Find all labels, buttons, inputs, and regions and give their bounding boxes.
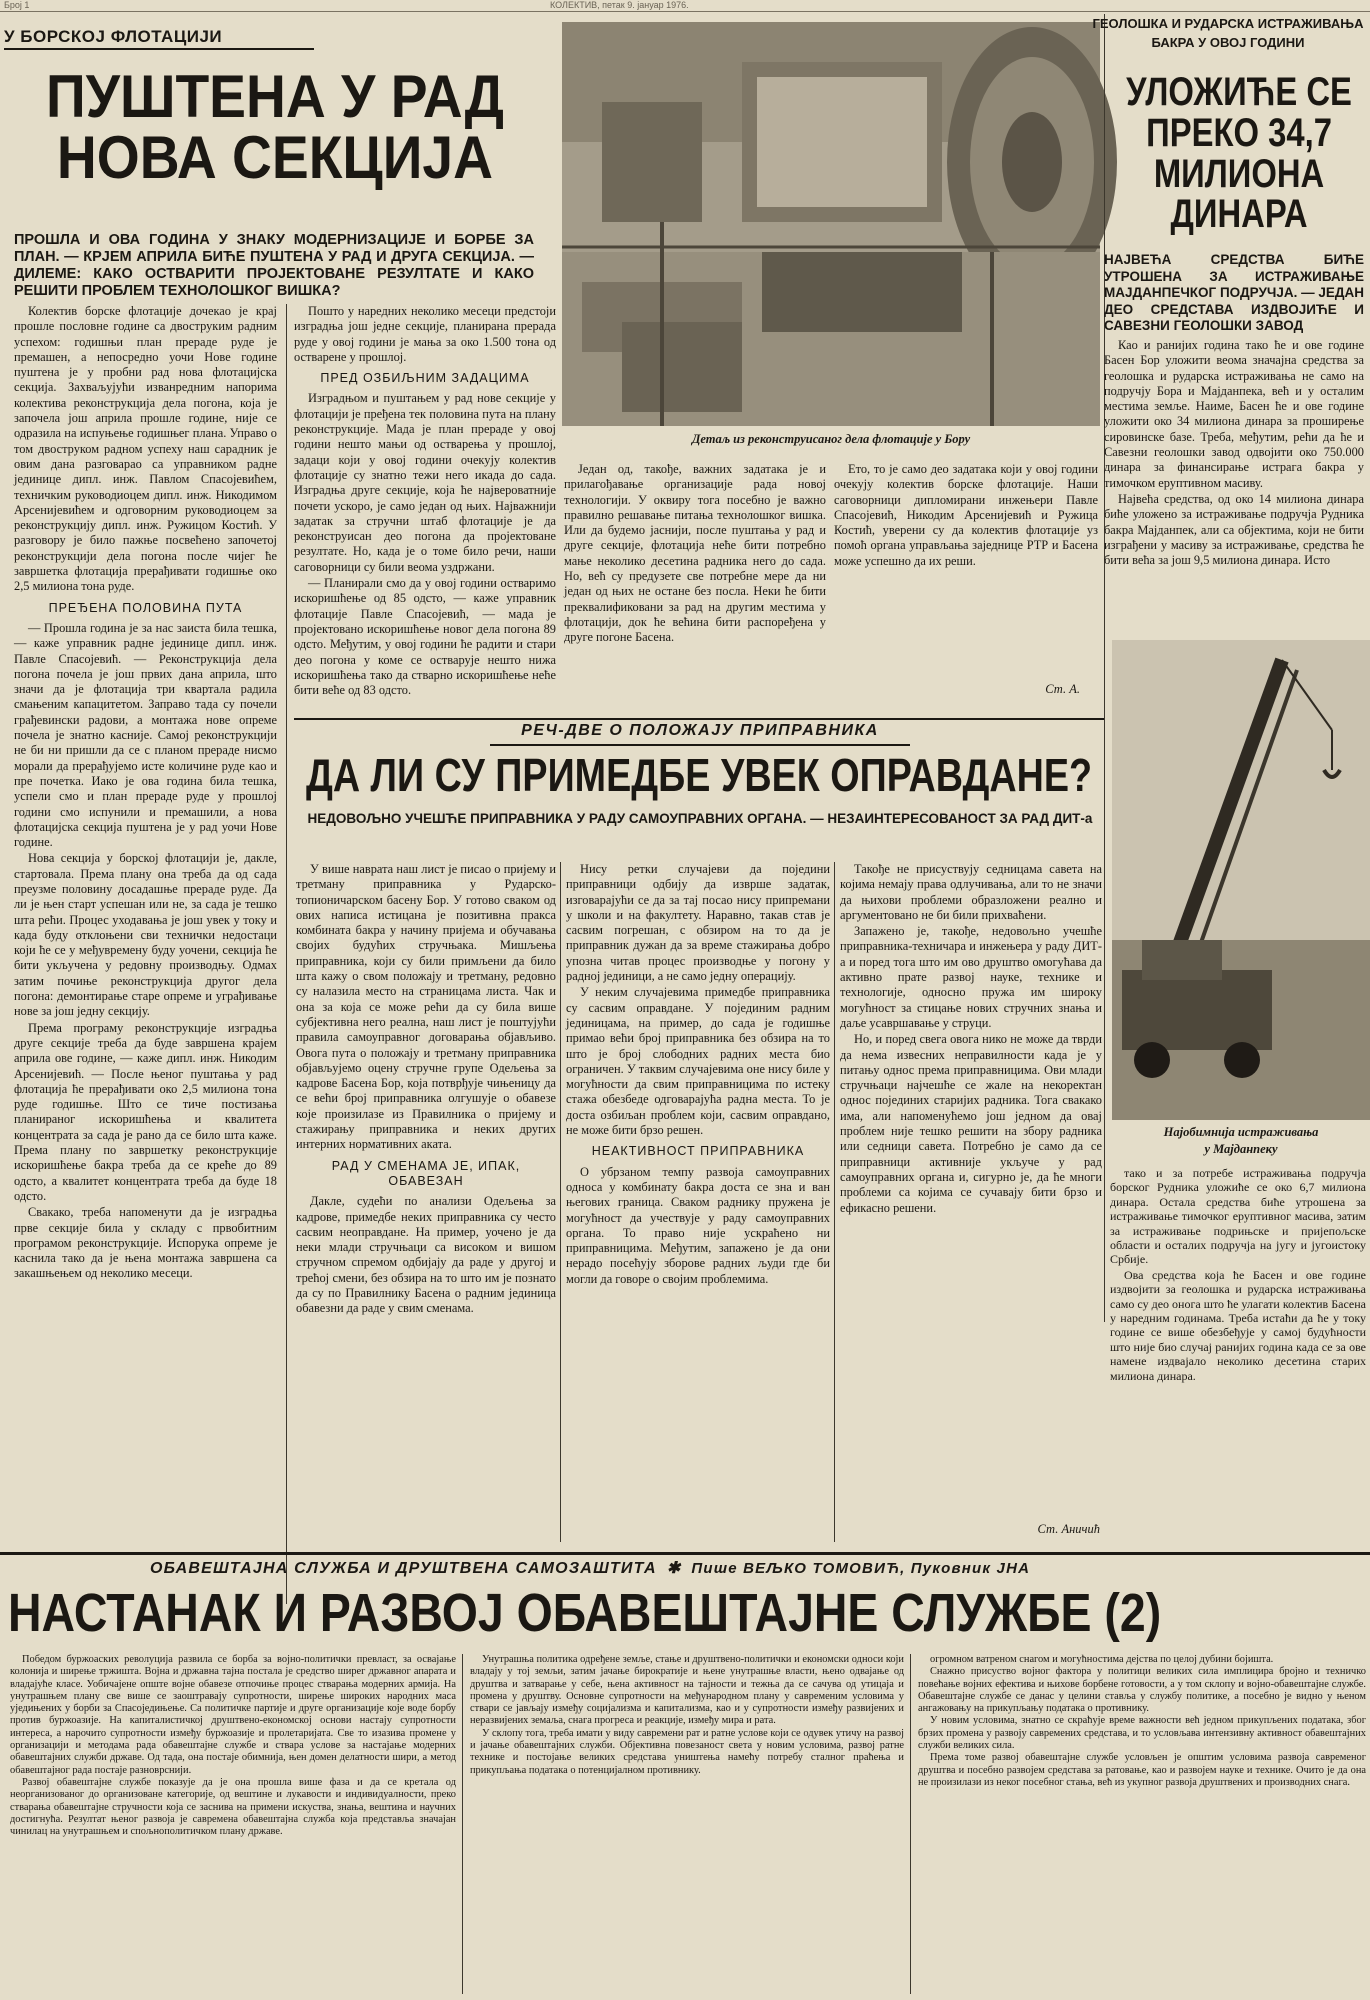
column-rule xyxy=(286,304,287,1604)
bottom-story-column-1 xyxy=(10,1654,456,1994)
crane-image xyxy=(1112,640,1370,1120)
bottom-story-band xyxy=(150,1558,1350,1584)
right-headline-line-1: УЛОЖИЋЕ СЕ xyxy=(1126,70,1352,114)
paragraph: — Прошла година је за нас заиста била тешка, — каже управник радне јединице дипл. инж. Павле Спасојевић. — Реконструкција дела погона почела је још првих дана априла, што значи да је флотација три квартала радила смањеним капацитетом. Заправо тада су почели грађевински радови, а монтажа нове опреме почела је знатно касније. Самој реконструкцији не би ни пришли да се с планом прераде нисмо морали да прерађујемо исте количине руде као и пре почетка. Иако је ова година била тешка, успели смо и план прераде руде у прошлој години смо испунили и премашили, а нова флотацијска секција пуштена је у рад уочи Нове године. xyxy=(14,620,277,850)
left-story-headline xyxy=(10,63,540,226)
middle-story-kicker: РЕЧ-ДВЕ О ПОЛОЖАЈУ ПРИПРАВНИКА xyxy=(490,722,910,746)
column-rule xyxy=(560,862,561,1542)
middle-story-column-2 xyxy=(566,862,830,1542)
right-story-body-1 xyxy=(1104,338,1364,632)
separator: ✱ xyxy=(666,1560,682,1577)
paragraph: Победом буржоаских револуција развила се борба за војно-политички превласт, за освајање колонија и ширење тржишта. Војна и државна тајна постала је средство ширег државног апарата и владајуће класе. Уобичајене опште војне обавезе отпочиње процес стварања модерних армија. На унутрашњем плану све више се заоштравају супротности, ширење широких народних маса уједињених у борби за Спасоједињење. Са политичке партије и друге организације које воде борбу против буржоазије. На капиталистичкој друштвено-економској основи настају супротности интереса, а нарочито супротности између буржоазије и пролетаријата. Све то изазива промене у организацији и методама рада обавештајне службе и ствара услове за настајање модерних обавештајних служби државе. Од тада, она постаје обимнија, њен домен делатности шири, а метод обавештајног рада постаје разноврснији. xyxy=(10,1654,456,1776)
right-story-headline xyxy=(1114,72,1364,250)
left-headline-line-1: ПУШТЕНА У РАД xyxy=(45,63,504,130)
paragraph: Највећа средства, од око 14 милиона динара биће уложено за истраживање подручја Рудника бакра Мајданпек, али са објектима, који не бити изграђени у масиву за истраживање, средства ће бити већа за још 9,5 милиона динара. Исто xyxy=(1104,491,1364,568)
bottom-story-column-2 xyxy=(470,1654,904,1994)
paragraph: огромном ватреном снагом и могућностима дејства по целој дубини бојишта. xyxy=(930,1654,1274,1665)
paragraph: Према томе развој обавештајне службе условљен је општим условима развоја савременог друштва и посебно развојем средстава за ратовање, као и развојем науке и технике. Очито је да она не произилази из неког посебног стања, већ из укупног развоја друштвених и производних снага. xyxy=(918,1752,1366,1788)
paragraph: Изградњом и пуштањем у рад нове секције у флотацији је пређена тек половина пута на плану реконструкције. Мада је план прераде у овој години нешто мањи од остварења у прошлој, задаци који у овој години очекују колектив флотације су знатно тежи него икада до сада. Изградња друге секције, која ће највероватније почети ускоро, је само један од њих. Најважнији задатак за стручни штаб флотације је да реконструисан део погона да пројектоване резултате. Но, када је о томе било речи, наши саговорници су били веома уздржани. xyxy=(294,391,556,574)
paragraph: У неким случајевима примедбе приправника су сасвим оправдане. У појединим радним јединицама, на пример, до сада је годишње примао већи број приправника без обзира на то што је број слободних радних места био ограничен. У таквим случајевима оне нису биле у могућности да свим приправницима по истеку стажа обезбеде одговарајућа радна места. То је доста озбиљан проблем који, сасвим оправдано, не може бити брзо решен. xyxy=(566,985,830,1138)
paragraph: Пошто у наредних неколико месеци предстоји изградња још једне секције, планирана прерада руде у овој години је мања за око 1.500 тона од остварене у прошлој. xyxy=(294,304,556,364)
column-rule xyxy=(910,1654,911,1994)
running-head: КОЛЕКТИВ, петак 9. јануар 1976. xyxy=(550,0,689,10)
section-rule xyxy=(0,1552,1370,1555)
paragraph: Нова секција у борској флотацији је, дакле, стартовала. Према плану она треба да од сада преузме половину досадашње прераде руде. Да ли је њен старт успешан или не, за сада је тешко шта рећи. Процес уходавања је још увек у току и када буду отклоњени сви технички недостаци који ће се у међувремену буду уочени, секција ће бити укључена у редовну производњу. Одмах затим почиње реконструкција другог дела погона: демонтирање старе опреме и уграђивање нове за још једну секцију. xyxy=(14,851,277,1019)
right-story-kicker xyxy=(1092,14,1364,54)
right-kicker-line-1: ГЕОЛОШКА И РУДАРСКА ИСТРАЖИВАЊА xyxy=(1092,16,1364,31)
paragraph: Свакако, треба напоменути да је изградња прве секције била у складу с првобитним програмом реконструкције. Испорука опреме је каснила тако да је њена монтажа завршена са закашњењем од неколико месеци. xyxy=(14,1205,277,1281)
right-headline-line-2: ПРЕКО 34,7 xyxy=(1146,110,1332,155)
paragraph: Унутрашња политика одређене земље, стање и друштвено-политички и економски односи који владају у тој земљи, затим јачање бирократије и њене унутрашње власти, њено одвајање од друштва и затварање у себе, њена активност на тајности и тежња да се сачува од утицаја и промена у друштву. Основне супротности на међународном плану у савременим условима у ствари се јављају између социјализма и капитализма, као и у супротности између развијених и неразвијених земаља, снага прогреса и реакције, између мира и рата. xyxy=(470,1654,904,1727)
paragraph: Развој обавештајне службе показује да је она прошла више фаза и да се кретала од неорганизованог до организоване категорије, од вештине и лукавости и индивидуалности, преко стварања обавештајне стручности која се заснива на примени искуства, знања, вештина и научних достигнућа. Резултат њеног развоја је савремена обавештајна служба која представља значајан чинилац на унутрашњем и спољнополитичком плану државе. xyxy=(10,1776,456,1838)
column-rule xyxy=(834,862,835,1542)
crane-photo-caption xyxy=(1112,1124,1370,1158)
paragraph: Такође не присуствују седницама савета на којима немају права одлучивања, али то не значи да њихови проблеми образложени реално и аргументовано не би били прихваћени. xyxy=(840,862,1102,922)
subheading: ПРЕЂЕНА ПОЛОВИНА ПУТА xyxy=(48,600,243,615)
subheading: ПРЕД ОЗБИЉНИМ ЗАДАЦИМА xyxy=(320,371,530,386)
paragraph: — Планирали смо да у овој години остваримо искоришћење од 85 одсто, — каже управник флотације Павле Спасојевић, — мада је пројектовано искоришћење новог дела погона 89 одсто. Међутим, у овој години ће радити и стари део погона у коме се остварује нешто нижа искоришћења тако да стварно искоришћење неће бити веће од 83 одсто. xyxy=(294,576,556,698)
bottom-story-column-3 xyxy=(918,1654,1366,1994)
left-story-signature: Ст. А. xyxy=(1045,682,1080,696)
middle-story-deck: НЕДОВОЉНО УЧЕШЋЕ ПРИПРАВНИКА У РАДУ САМОУПРАВНИХ ОРГАНА. — НЕЗАИНТЕРЕСОВАНОСТ ЗА РАД ДИТ-а xyxy=(307,811,1093,826)
crane-caption-line-1: Најобимнија истраживања xyxy=(1163,1125,1319,1139)
middle-story-headline: ДА ЛИ СУ ПРИМЕДБЕ УВЕК ОПРАВДАНЕ? xyxy=(305,749,1093,801)
subheading: РАД У СМЕНАМА ЈЕ, ИПАК, ОБАВЕЗАН xyxy=(331,1158,521,1188)
left-story-column-1 xyxy=(14,304,277,1606)
middle-story-column-3 xyxy=(840,862,1102,1522)
paragraph: тако и за потребе истраживања подручја борског Рудника уложиће се око 6,7 милиона динара. Остала средства биће утрошена за истраживање тимочког еруптивног масива, затим за истраживање подрињске и пријепољске области и осталих подручја на југу и југоистоку Србије. xyxy=(1110,1166,1366,1267)
right-headline-line-3: МИЛИОНА ДИНАРА xyxy=(1153,151,1325,237)
section-rule xyxy=(294,718,1104,720)
paragraph: Ето, то је само део задатака који у овој години очекују колектив борске флотације. Наши саговорници дипломирани инжењери Павле Спасојевић, Никодим Арсенијевић и Ружица Костић, уверени су да колектив флотације уз помоћ органа управљања заједнице РТР и Басена може успешно да их реши. xyxy=(834,462,1098,568)
left-story-column-2 xyxy=(294,304,556,724)
left-story-kicker: У БОРСКОЈ ФЛОТАЦИЈИ xyxy=(4,26,314,50)
paragraph: Нису ретки случајеви да поједини приправници одбију да изврше задатак, изговарајући се да за тај посао нису припремани у школи и на факултету. Наравно, такав став је сасвим погрешан, с обзиром на то да је приправник дужан да за време стажирања добро упозна читав процес производње у погону у радној јединици, а не само једну операцију. xyxy=(566,862,830,984)
right-story-deck: НАЈВЕЋА СРЕДСТВА БИЋЕ УТРОШЕНА ЗА ИСТРАЖИВАЊЕ МАЈДАНПЕЧКОГ ПОДРУЧЈА. — ЈЕДАН ДЕО СРЕДСТАВА ИЗДВОЈИЋЕ И САВЕЗНИ ГЕОЛОШКИ ЗАВОД xyxy=(1104,252,1364,333)
column-rule xyxy=(1104,14,1105,1322)
middle-story-headline-box xyxy=(296,749,1102,806)
subheading: НЕАКТИВНОСТ ПРИПРАВНИКА xyxy=(591,1144,805,1159)
running-head-bar xyxy=(0,0,1370,12)
paragraph: Један од, такође, важних задатака је и прилагођавање организације рада новој технологији. У оквиру тога посебно је важно правилно решавање питања технолошког вишка. Или да будемо јаснији, после пуштања у рад и друге секције, флотација неће бити потребно мање неколико десетина радника него до сада. Но, већ су предузете све потребне мере да ни један од њих не остане без посла. Неки ће бити преквалификовани за рад на другим местима у флотацији, док ће већина бити распоређена у друге погоне Басена. xyxy=(564,462,826,645)
right-story-body-2 xyxy=(1110,1166,1366,1383)
bottom-story-headline-box xyxy=(8,1583,1370,1650)
left-story-column-3 xyxy=(564,462,826,724)
right-kicker-line-2: БАКРА У ОВОЈ ГОДИНИ xyxy=(1151,35,1305,50)
crane-caption-line-2: у Мајданпеку xyxy=(1204,1142,1278,1156)
paragraph: Као и ранијих година тако ће и ове године Басен Бор уложити веома значајна средства за геолошка и рударска истраживања не само на подручју Бора и Мајданпека, већ и у осталим местима земље. Наиме, Басен ће и ове године уложити око 34 милиона динара за проширење сировинске базе. Треба, међутим, рећи да ће и Савезни геолошки завод одвојити око 750.000 динара за финансирање истрага бакра у тимочком еруптивном масиву. xyxy=(1104,338,1364,490)
paragraph: Према програму реконструкције изградња друге секције треба да буде завршена крајем априла ове године, — каже дипл. инж. Никодим Арсенијевић. — После њеног пуштања у рад флотација ће прерађивати око 2,5 милиона тона руде годишње. Што се тиче постизања планираног искоришћења и квалитета концентрата за сада је рано да се било шта каже. Према плану по завршетку реконструкције искоришћење бакра треба да се креће до 89 одсто, а квалитет концентрата треба да буде 18 одсто. xyxy=(14,1020,277,1203)
paragraph: У више наврата наш лист је писао о пријему и третману приправника у Рударско-топионичарском басену Бор. У готово сваком од ових написа истицана је позитивна пракса комбината бакра у начину пријема и обучавања својих будућих стручњака. Мишљења приправника, који су били примљени да било шта кажу о свом положају и третману, редовно су налазила место на страницама листа. Чак и она за која се може рећи да су била више субјективна него реална, наш лист је поштујући правила самоуправног договарања објављиво. Овога пута о положају и третману приправника објављујемо оцену стручне групе Одељења за кадрове Басена Бор, која потврђује чињеницу да се већи број приправника олгушује о обавезе које произилазе из Правилника о пријему и стажирању приправника и неких других интерних нормативних аката. xyxy=(296,862,556,1152)
paragraph: У склопу тога, треба имати у виду савремени рат и ратне услове који се одувек утичу на развој и јачање обавештајних служби. Објективна повезаност света у новим условима, развој ратне технике и постојање великих средстава уништења намећу потребу сталног праћења и прикупљања података о потенцијалном противнику. xyxy=(470,1727,904,1776)
left-headline-line-2: НОВА СЕКЦИЈА xyxy=(56,124,493,192)
paragraph: Снажно присуство војног фактора у политици великих сила имплицира бројно и техничко повећање војних ефектива и њихове борбене готовости, а у том склопу и војно-обавештајне службе. Обавештајне службе се данас у целини ставља у службу политике, а посебно је видно у њеном ангажовању на прикупљању података о противнику. xyxy=(918,1666,1366,1715)
paragraph: Дакле, судећи по анализи Одељења за кадрове, примедбе неких приправника су често сасвим неоправдане. На пример, уочено је да неки млади стручњаци са високом и вишом стручном спремом одбијају да раде у другој и трећој смени, без обзира на то што им је познато да су по Правилнику Басена о радним јединица обавезни да раде у свим сменама. xyxy=(296,1194,556,1316)
paragraph: У новим условима, знатно се скраћује време важности већ једном прикупљених података, због брзих промена у развоју савремених средстава, и то условљава интензивну активност обавештајних служби великих сила. xyxy=(918,1715,1366,1752)
crane-photo xyxy=(1112,640,1370,1120)
left-story-column-4 xyxy=(834,462,1098,694)
paragraph: Запажено је, такође, недовољно учешће приправника-техничара и инжењера у раду ДИТ-а и поред тога што им ово друштво омогућава да активно прате развој науке, технике и технологије, односно пружа им широку могућност за стицање нових стручних знања и даље усавршавање у струци. xyxy=(840,924,1102,1030)
column-rule xyxy=(462,1654,463,1994)
flotation-photo xyxy=(562,22,1100,426)
paragraph: Но, и поред свега овога нико не може да тврди да нема извесних неправилности када је у питању однос према приправницима. Ови млади стручњаци најчешће се жале на некоректан однос појединих старијих радника. Тога свакако има, али напоменућемо још једном да овај проблем није тешко решити на збору радника или седници савета. Потребно је само да се приправници активније укључе у рад самоуправних органа и, сигурно је, да ће многи проблеми са којима се сучавају бити брзо и ефикасно решени. xyxy=(840,1032,1102,1215)
bottom-story-headline: НАСТАНАК И РАЗВОЈ ОБАВЕШТАЈНЕ СЛУЖБЕ (2) xyxy=(8,1583,1162,1643)
byline: Пише ВЕЉКО ТОМОВИЋ, Пуковник ЈНА xyxy=(691,1560,1031,1577)
flotation-machinery-image xyxy=(562,22,1100,426)
paragraph: О убрзаном темпу развоја самоуправних односа у комбинату бакра доста се зна и ван његових граница. Сваком раднику пружена је могућност да учествује у раду самоуправних органа. То право није ускраћено ни приправницима. Међутим, запажено је да они нерадо посећују зборове радних људи где би могли да говоре о својим проблемима. xyxy=(566,1164,830,1286)
page-label: Број 1 xyxy=(4,0,30,10)
middle-story-signature: Ст. Аничић xyxy=(1037,1522,1100,1536)
paragraph: Колектив борске флотације дочекао је крај прошле пословне године са двоструким радним успехом: годишњи план прераде руде је премашен, а непосредно уочи Нове године пуштена је у пробни рад нова флотацијска секција. Захваљујући изванредним напорима колектива реконструкција дела погона, која је започела још априла прошле године, није се одразила на испуњење годишњег плана. Управо о том двоструком радном успеху наш сарадник је овим дана разговарао са управником радне јединице дипл. инж. Павлом Спасојевићем, техничким руководиоцем дипл. инж. Никодимом Арсенијевићем и одговорним руководиоцем за реконструкцију дипл. инж. Ружицом Костић. У разговору је било пажње посвећено започетој реконструкцији дела погона после чијег ће завршетка флотација прерађивати годишње око 2,5 милиона тона руде. xyxy=(14,304,277,594)
middle-story-column-1 xyxy=(296,862,556,1542)
left-story-deck: ПРОШЛА И ОВА ГОДИНА У ЗНАКУ МОДЕРНИЗАЦИЈЕ И БОРБЕ ЗА ПЛАН. — КРЈЕМ АПРИЛА БИЋЕ ПУШТЕНА У РАД И ДРУГА СЕКЦИЈА. — ДИЛЕМЕ: КАКО ОСТВАРИТИ ПРОЈЕКТОВАНЕ РЕЗУЛТАТЕ И КАКО РЕШИТИ ПРОБЛЕМ ТЕХНОЛОШКОГ ВИШКА? xyxy=(14,232,534,299)
paragraph: Ова средства која ће Басен и овe године издвојити за геолошка и рударска истраживања само су део онога што ће улагати колектив Басена у наредним годинама. Треба истаћи да ће у току године се више обезбеђује у самој будућности што није био случај ранијих година када се за ове намене издвајало неколико десетина старих милиона динара. xyxy=(1110,1267,1366,1383)
series-title: ОБАВЕШТАЈНА СЛУЖБА И ДРУШТВЕНА САМОЗАШТИТА xyxy=(150,1560,657,1577)
flotation-photo-caption: Детаљ из реконструисаног дела флотације у Бору xyxy=(691,432,971,446)
